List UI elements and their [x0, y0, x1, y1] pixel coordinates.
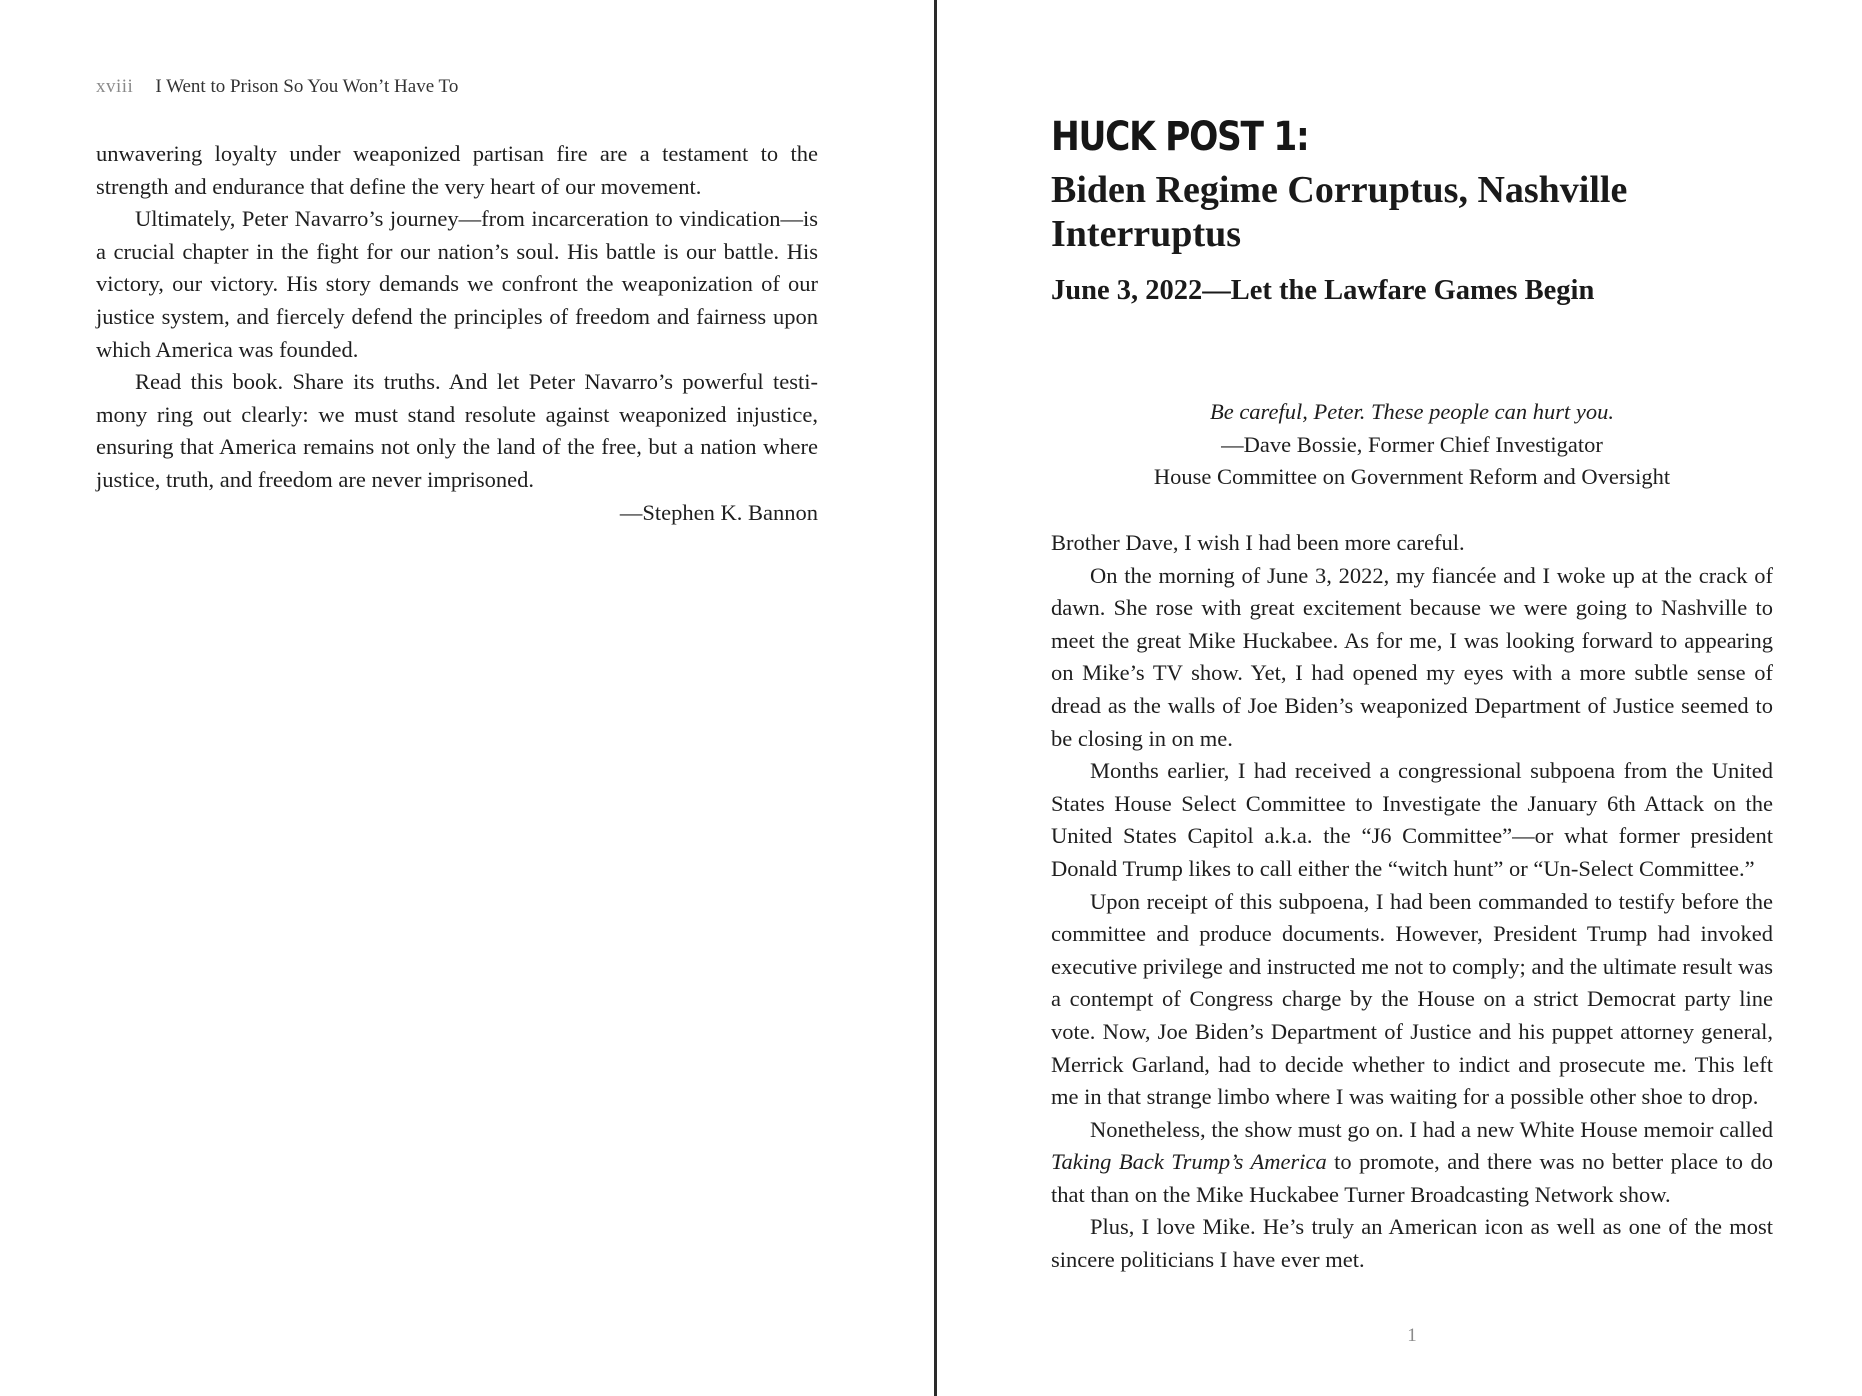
epigraph	[1051, 396, 1773, 494]
right-page	[937, 0, 1862, 1396]
paragraph: Months earlier, I had received a congressional subpoena from the United States House Select Committee to Investigate the January 6th Attack on the United States Capitol a.k.a. the “J6 Committee”—or what former president Donald Trump likes to call either the “witch hunt” or “Un-Select Committee.”	[1051, 758, 1773, 881]
paragraph: Brother Dave, I wish I had been more careful.	[1051, 530, 1465, 555]
epigraph-attribution-affiliation: House Committee on Government Reform and Oversight	[1153, 464, 1671, 490]
epigraph-attribution: —Dave Bossie, Former Chief Investigator	[1221, 431, 1603, 457]
chapter-title: Biden Regime Corruptus, Nashville Interruptus	[1051, 169, 1628, 255]
running-head	[96, 76, 458, 98]
right-page-body	[1051, 527, 1773, 1277]
signature: —Stephen K. Bannon	[619, 499, 818, 525]
paragraph: Plus, I love Mike. He’s truly an American icon as well as one of the most sincere politicians I have ever met.	[1051, 1214, 1773, 1273]
book-title-italic: Taking Back Trump’s America	[1051, 1149, 1327, 1175]
page-number-left: xviii	[96, 76, 134, 97]
paragraph: Read this book. Share its truths. And let Peter Navarro’s powerful testimony ring out clearly: we must stand resolute against weaponized injustice, ensuring that America remains not only the land of the free, but a nation where justice, truth, and freedom are never imprisoned.	[96, 369, 818, 492]
epigraph-quote: Be careful, Peter. These people can hurt you.	[1209, 399, 1615, 424]
paragraph: Ultimately, Peter Navarro’s journey—from incarceration to vindication—is a crucial chapter in the fight for our nation’s soul. His battle is our battle. His victory, our victory. His story demands we confront the weaponization of our justice system, and fiercely defend the principles of freedom and fairness upon which America was founded.	[96, 206, 818, 362]
paragraph	[1051, 1114, 1773, 1212]
chapter-label: HUCK POST 1:	[1051, 114, 1309, 160]
chapter-subtitle: June 3, 2022—Let the Lawfare Games Begin	[1051, 275, 1595, 306]
book-title-header: I Went to Prison So You Won’t Have To	[155, 76, 459, 97]
paragraph-text: to promote, and there was no better place to do that than on the Mike Huckabee Turner Broadcasting Network show.	[1051, 1149, 1773, 1207]
paragraph-text: Nonetheless, the show must go on. I had a new White House memoir called	[1090, 1116, 1773, 1142]
page-number-right: 1	[1407, 1325, 1417, 1346]
paragraph: unwavering loyalty under weaponized partisan fire are a testament to the strength and endurance that define the very heart of our movement.	[96, 141, 818, 199]
paragraph: Upon receipt of this subpoena, I had been commanded to testify before the committee and produce documents. However, President Trump had invoked executive privilege and instructed me not to comply; and the ultimate result was a contempt of Congress charge by the House on a strict Democrat party line vote. Now, Joe Biden’s Department of Justice and his puppet attorney general, Merrick Garland, had to decide whether to indict and prosecute me. This left me in that strange limbo where I was waiting for a possible other shoe to drop.	[1051, 888, 1773, 1110]
left-page-body	[96, 138, 818, 529]
paragraph: On the morning of June 3, 2022, my fiancée and I woke up at the crack of dawn. She rose with great excitement because we were going to Nashville to meet the great Mike Huckabee. As for me, I was looking forward to appearing on Mike’s TV show. Yet, I had opened my eyes with a more subtle sense of dread as the walls of Joe Biden’s weaponized Department of Justice seemed to be closing in on me.	[1051, 562, 1773, 751]
